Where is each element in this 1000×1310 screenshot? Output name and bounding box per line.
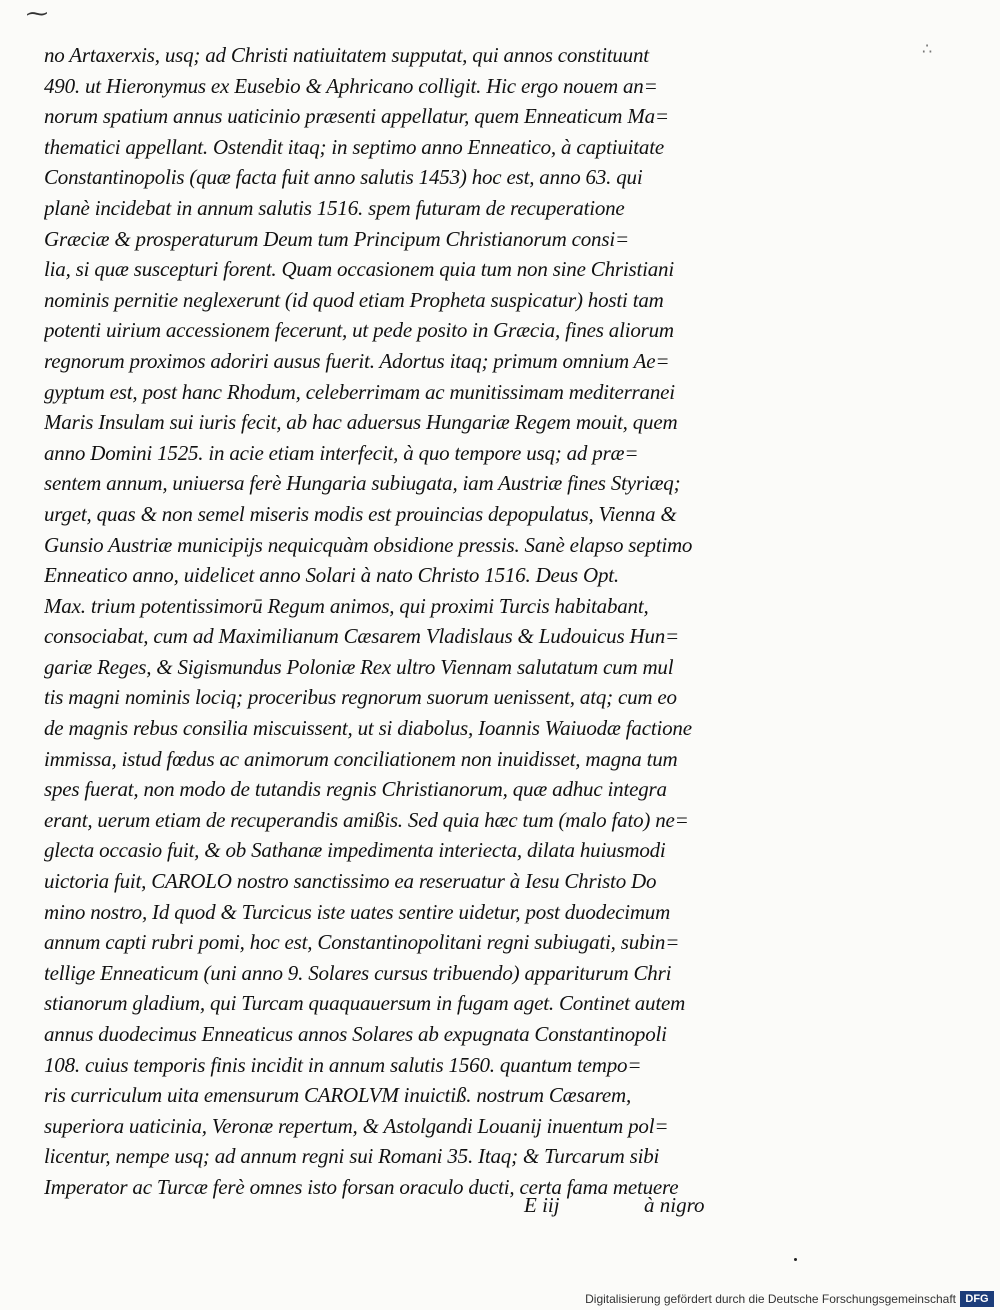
text-line: ris curriculum uita emensurum CAROLVM inuictiß. nostrum Cæsarem, — [44, 1083, 632, 1108]
text-line: Constantinopolis (quæ facta fuit anno salutis 1453) hoc est, anno 63. qui — [44, 165, 643, 190]
catchline — [524, 1190, 764, 1220]
text-line: consociabat, cum ad Maximilianum Cæsarem Vladislaus & Ludouicus Hun= — [44, 624, 680, 649]
text-line: 490. ut Hieronymus ex Eusebio & Aphricano colligit. Hic ergo nouem an= — [44, 73, 658, 98]
dfg-logo: DFG — [960, 1291, 994, 1307]
text-line: annum capti rubri pomi, hoc est, Constantinopolitani regni subiugati, subin= — [44, 930, 680, 955]
text-line: Imperator ac Turcæ ferè omnes isto forsan oraculo ducti, certa fama metuere — [44, 1174, 679, 1199]
text-line: planè incidebat in annum salutis 1516. spem futuram de recuperatione — [44, 195, 625, 220]
footer-credit: Digitalisierung gefördert durch die Deutsche Forschungsgemeinschaft — [585, 1292, 956, 1306]
signature-mark: E iij — [524, 1193, 560, 1217]
text-line: sentem annum, uniuersa ferè Hungaria subiugata, iam Austriæ fines Styriæq; — [44, 471, 681, 496]
text-line: Gunsio Austriæ municipijs nequicquàm obsidione pressis. Sanè elapso septimo — [44, 532, 693, 557]
text-line: gyptum est, post hanc Rhodum, celeberrimam ac munitissimam mediterranei — [44, 379, 675, 404]
text-line: stianorum gladium, qui Turcam quaquauersum in fugam aget. Continet autem — [44, 991, 686, 1016]
text-line: thematici appellant. Ostendit itaq; in septimo anno Enneatico, à captiuitate — [44, 134, 664, 159]
text-line: tis magni nominis lociq; proceribus regnorum suorum uenissent, atq; cum eo — [44, 685, 677, 710]
text-line: de magnis rebus consilia miscuissent, ut si diabolus, Ioannis Waiuodæ factione — [44, 716, 692, 741]
text-line: urget, quas & non semel miseris modis est prouincias depopulatus, Vienna & — [44, 501, 677, 526]
footer-bar — [0, 1290, 1000, 1310]
text-line: spes fuerat, non modo de tutandis regnis Christianorum, quæ adhuc integra — [44, 777, 667, 802]
text-line: licentur, nempe usq; ad annum regni sui Romani 35. Itaq; & Turcarum sibi — [44, 1144, 660, 1169]
text-line: norum spatium annus uaticinio præsenti appellatur, quem Enneaticum Ma= — [44, 104, 669, 129]
text-line: Græciæ & prosperaturum Deum tum Principum Christianorum consi= — [44, 226, 629, 251]
text-line: annus duodecimus Enneaticus annos Solares ab expugnata Constantinopoli — [44, 1022, 667, 1046]
ink-speck — [794, 1258, 797, 1261]
text-line: Enneatico anno, uidelicet anno Solari à nato Christo 1516. Deus Opt. — [44, 563, 619, 588]
text-line: 108. cuius temporis finis incidit in annum salutis 1560. quantum tempo= — [44, 1052, 642, 1077]
text-line: lia, si quæ suscepturi forent. Quam occasionem quia tum non sine Christiani — [44, 257, 674, 282]
text-line: Maris Insulam sui iuris fecit, ab hac aduersus Hungariæ Regem mouit, quem — [44, 410, 678, 435]
text-line: superiora uaticinia, Veronæ repertum, & Astolgandi Louanij inuentum pol= — [44, 1113, 669, 1138]
text-line: anno Domini 1525. in acie etiam interfecit, à quo tempore usq; ad præ= — [44, 440, 639, 465]
text-line: potenti uirium accessionem fecerunt, ut pede posito in Græcia, fines aliorum — [44, 318, 674, 343]
text-line: uictoria fuit, CAROLO nostro sanctissimo ea reseruatur à Iesu Christo Do — [44, 869, 657, 894]
text-line: mino nostro, Id quod & Turcicus iste uates sentire uidetur, post duodecimum — [44, 899, 671, 924]
text-line: Max. trium potentissimorū Regum animos, qui proximi Turcis habitabant, — [44, 593, 649, 618]
text-line: immissa, istud fœdus ac animorum conciliationem non inuidisset, magna tum — [44, 746, 678, 771]
text-line: glecta occasio fuit, & ob Sathanæ impedimenta interiecta, dilata huiusmodi — [44, 838, 666, 863]
catchword: à nigro — [644, 1193, 705, 1217]
text-line: tellige Enneaticum (uni anno 9. Solares cursus tribuendo) appariturum Chri — [44, 960, 672, 985]
text-line: erant, uerum etiam de recuperandis amißis. Sed quia hæc tum (malo fato) ne= — [44, 807, 689, 832]
text-line: gariæ Reges, & Sigismundus Poloniæ Rex ultro Viennam salutatum cum mul — [44, 654, 674, 679]
corner-smudge-mark: ∴ — [922, 39, 933, 58]
text-line: regnorum proximos adoriri ausus fuerit. Adortus itaq; primum omnium Ae= — [44, 348, 670, 373]
body-text — [44, 40, 744, 1203]
text-line: nominis pernitie neglexerunt (id quod etiam Propheta suspicatur) hosti tam — [44, 287, 664, 312]
text-line: no Artaxerxis, usq; ad Christi natiuitatem supputat, qui annos constituunt — [44, 43, 649, 67]
corner-pen-mark: ⁓ — [26, 2, 48, 27]
